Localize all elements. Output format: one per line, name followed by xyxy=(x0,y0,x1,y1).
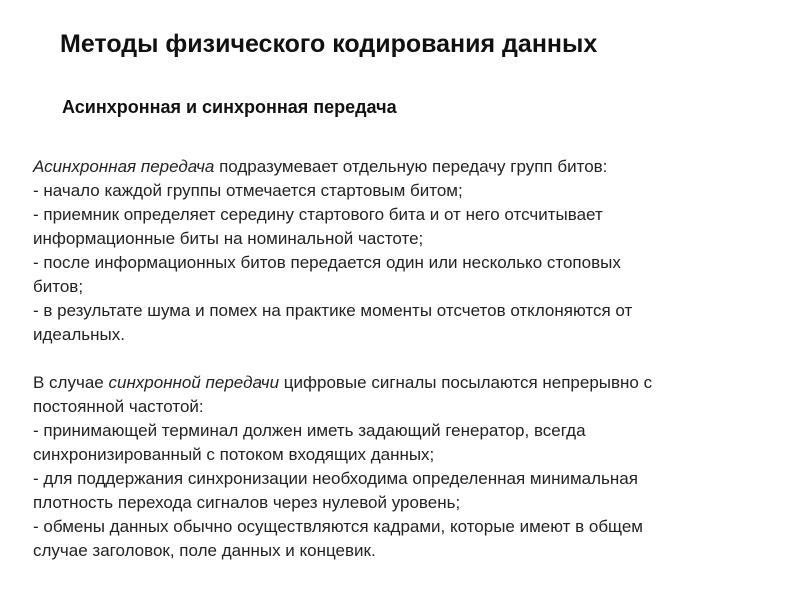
sync-line: случае заголовок, поле данных и концевик. xyxy=(33,541,376,560)
async-intro-line xyxy=(33,155,773,179)
async-line: информационные биты на номинальной частоте; xyxy=(33,229,424,248)
paragraph-gap xyxy=(33,347,773,371)
async-term: Асинхронная передача xyxy=(33,157,215,176)
sync-line: - принимающей терминал должен иметь задающий генератор, всегда xyxy=(33,421,586,440)
async-line: - начало каждой группы отмечается стартовым битом; xyxy=(33,181,463,200)
sync-line: постоянной частотой: xyxy=(33,397,204,416)
sync-intro-text: цифровые сигналы посылаются непрерывно с xyxy=(279,373,653,392)
sync-line: - для поддержания синхронизации необходима определенная минимальная xyxy=(33,469,638,488)
slide-body xyxy=(33,155,773,563)
sync-line: плотность перехода сигналов через нулевой уровень; xyxy=(33,493,461,512)
slide-title: Методы физического кодирования данных xyxy=(60,30,598,58)
async-line: - приемник определяет середину стартового бита и от него отсчитывает xyxy=(33,205,603,224)
sync-intro-prefix: В случае xyxy=(33,373,109,392)
async-line: битов; xyxy=(33,277,84,296)
async-line: - после информационных битов передается один или несколько стоповых xyxy=(33,253,621,272)
sync-term: синхронной передачи xyxy=(108,373,280,392)
async-intro-text: подразумевает отдельную передачу групп битов: xyxy=(214,157,608,176)
async-line: идеальных. xyxy=(33,325,125,344)
async-line: - в результате шума и помех на практике моменты отсчетов отклоняются от xyxy=(33,301,633,320)
sync-intro-line xyxy=(33,371,773,395)
slide-subtitle: Асинхронная и синхронная передача xyxy=(62,97,397,117)
sync-line: синхронизированный с потоком входящих данных; xyxy=(33,445,435,464)
sync-line: - обмены данных обычно осуществляются кадрами, которые имеют в общем xyxy=(33,517,643,536)
